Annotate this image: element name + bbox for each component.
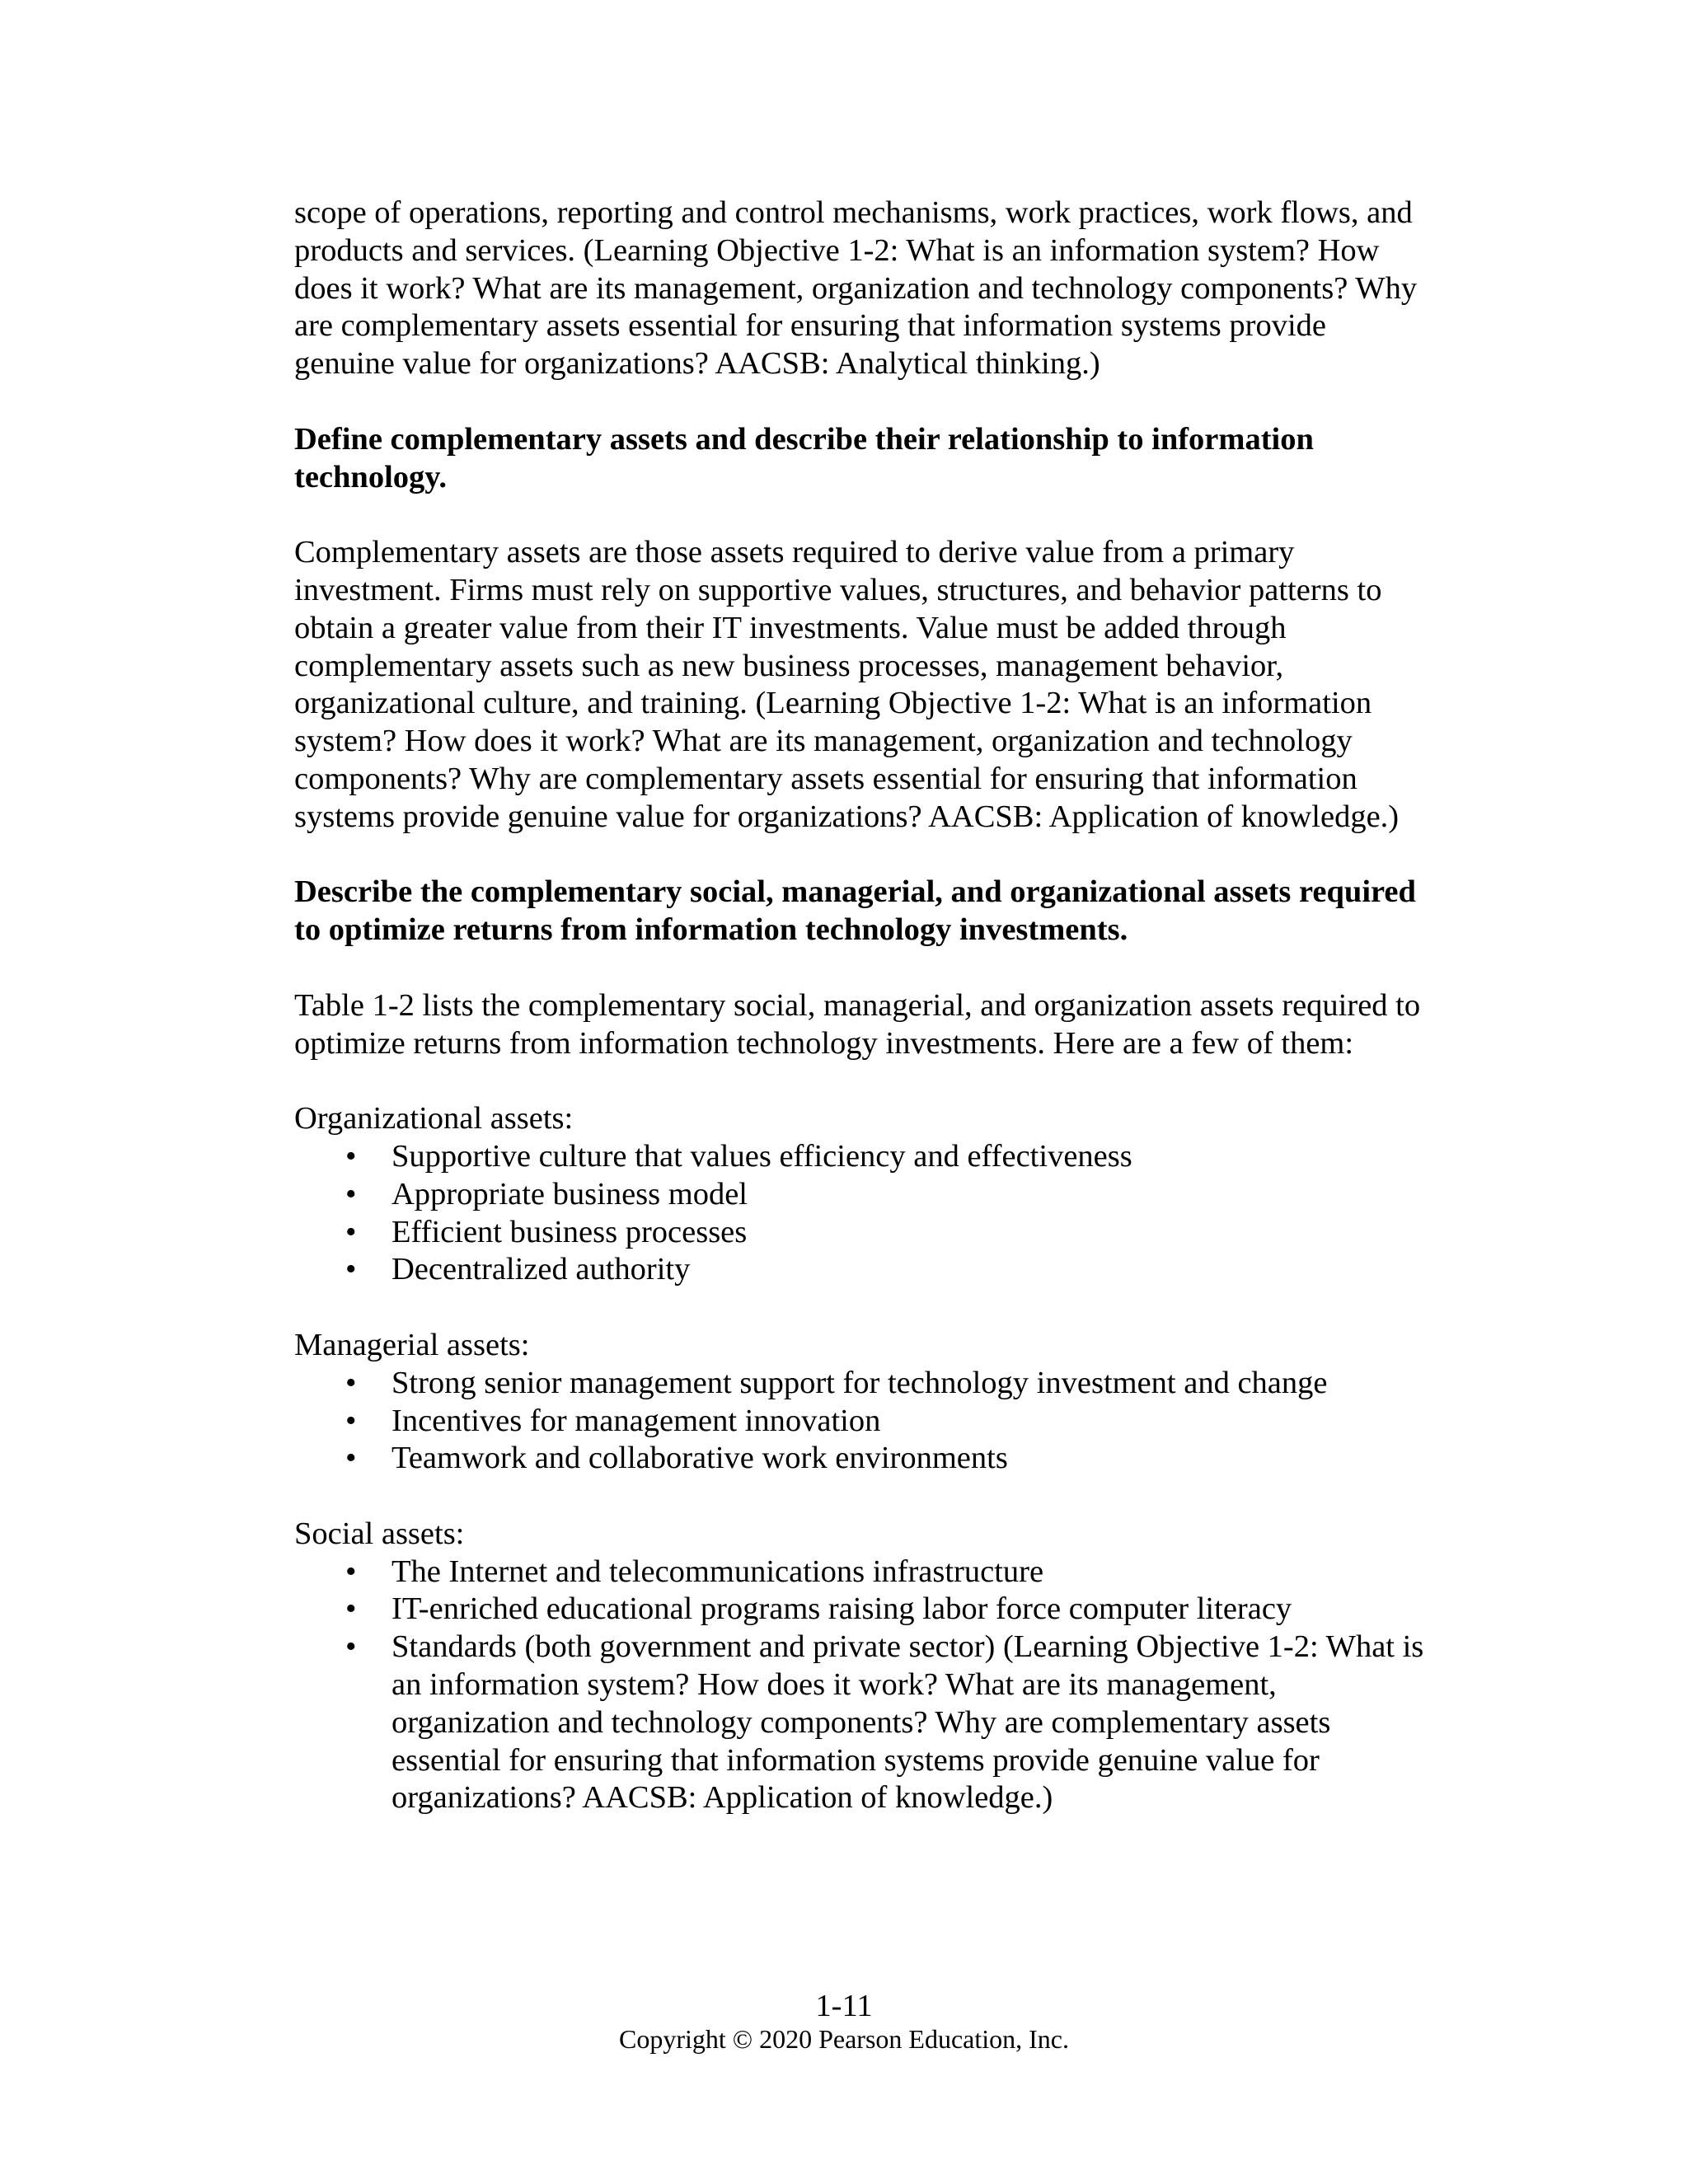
list-item: [294, 1440, 1432, 1478]
bullet-icon: •: [345, 1629, 357, 1665]
question-heading-optimize-returns: Describe the complementary social, managerial, and organizational assets required to optimize returns from information technology investments.: [294, 874, 1416, 948]
copyright-notice: Copyright © 2020 Pearson Education, Inc.: [619, 2024, 1069, 2054]
managerial-assets-list: [294, 1365, 1432, 1478]
list-item-text: Teamwork and collaborative work environments: [392, 1441, 1008, 1476]
bullet-icon: •: [345, 1252, 357, 1287]
list-item: [294, 1629, 1432, 1817]
list-item-text: Supportive culture that values efficiency and effectiveness: [392, 1138, 1132, 1174]
list-item: [294, 1214, 1432, 1252]
bullet-icon: •: [345, 1365, 357, 1400]
bullet-icon: •: [345, 1138, 357, 1174]
bullet-icon: •: [345, 1441, 357, 1476]
bullet-icon: •: [345, 1176, 357, 1212]
answer-intro-paragraph: Table 1-2 lists the complementary social, managerial, and organization assets required to optimize returns from information technology investments. Here are a few of them:: [294, 987, 1421, 1061]
answer-paragraph-complementary-assets: Complementary assets are those assets required to derive value from a primary investment. Firms must rely on supportive values, structures, and behavior patterns to obtain a greater value from their IT investments. Value must be added through complementary assets such as new business processes, management behavior, organizational culture, and training. (Learning Objective 1-2: What is an information system? How does it work? What are its management, organization and technology components? Why are complementary assets essential for ensuring that information systems provide genuine value for organizations? AACSB: Application of knowledge.): [294, 535, 1400, 834]
question-heading-complementary-assets: Define complementary assets and describe their relationship to information technology.: [294, 421, 1314, 494]
list-item: [294, 1591, 1432, 1629]
list-item-text: Efficient business processes: [392, 1214, 748, 1249]
list-item-text: Strong senior management support for technology investment and change: [392, 1365, 1328, 1400]
list-item: [294, 1251, 1432, 1289]
list-item-text: Standards (both government and private sector) (Learning Objective 1-2: What is an information system? How does it work? What are its management, organization and technology components? Why are complementary assets essential for ensuring that information systems provide genuine value for organizations? AACSB: Application of knowledge.): [392, 1629, 1424, 1816]
list-item-text: The Internet and telecommunications infrastructure: [392, 1554, 1044, 1589]
intro-paragraph: scope of operations, reporting and control mechanisms, work practices, work flows, and products and services. (Learning Objective 1-2: What is an information system? How does it work? What are its management, organization and technology components? Why are complementary assets essential for ensuring that information systems provide genuine value for organizations? AACSB: Analytical thinking.): [294, 195, 1418, 382]
list-item-text: Decentralized authority: [392, 1252, 691, 1287]
social-assets-heading: Social assets:: [294, 1516, 465, 1551]
list-item: [294, 1176, 1432, 1214]
list-item: [294, 1138, 1432, 1176]
bullet-icon: •: [345, 1591, 357, 1627]
managerial-assets-heading: Managerial assets:: [294, 1327, 530, 1362]
list-item-text: Incentives for management innovation: [392, 1403, 881, 1438]
list-item: [294, 1554, 1432, 1591]
organizational-assets-heading: Organizational assets:: [294, 1101, 574, 1137]
list-item: [294, 1403, 1432, 1441]
social-assets-list: [294, 1554, 1432, 1818]
page-number: 1-11: [815, 1989, 873, 2023]
bullet-icon: •: [345, 1214, 357, 1249]
list-item-text: Appropriate business model: [392, 1176, 748, 1212]
list-item: [294, 1365, 1432, 1403]
bullet-icon: •: [345, 1554, 357, 1589]
document-body: [294, 194, 1432, 1817]
bullet-icon: •: [345, 1403, 357, 1438]
list-item-text: IT-enriched educational programs raising labor force computer literacy: [392, 1591, 1292, 1627]
organizational-assets-list: [294, 1138, 1432, 1289]
